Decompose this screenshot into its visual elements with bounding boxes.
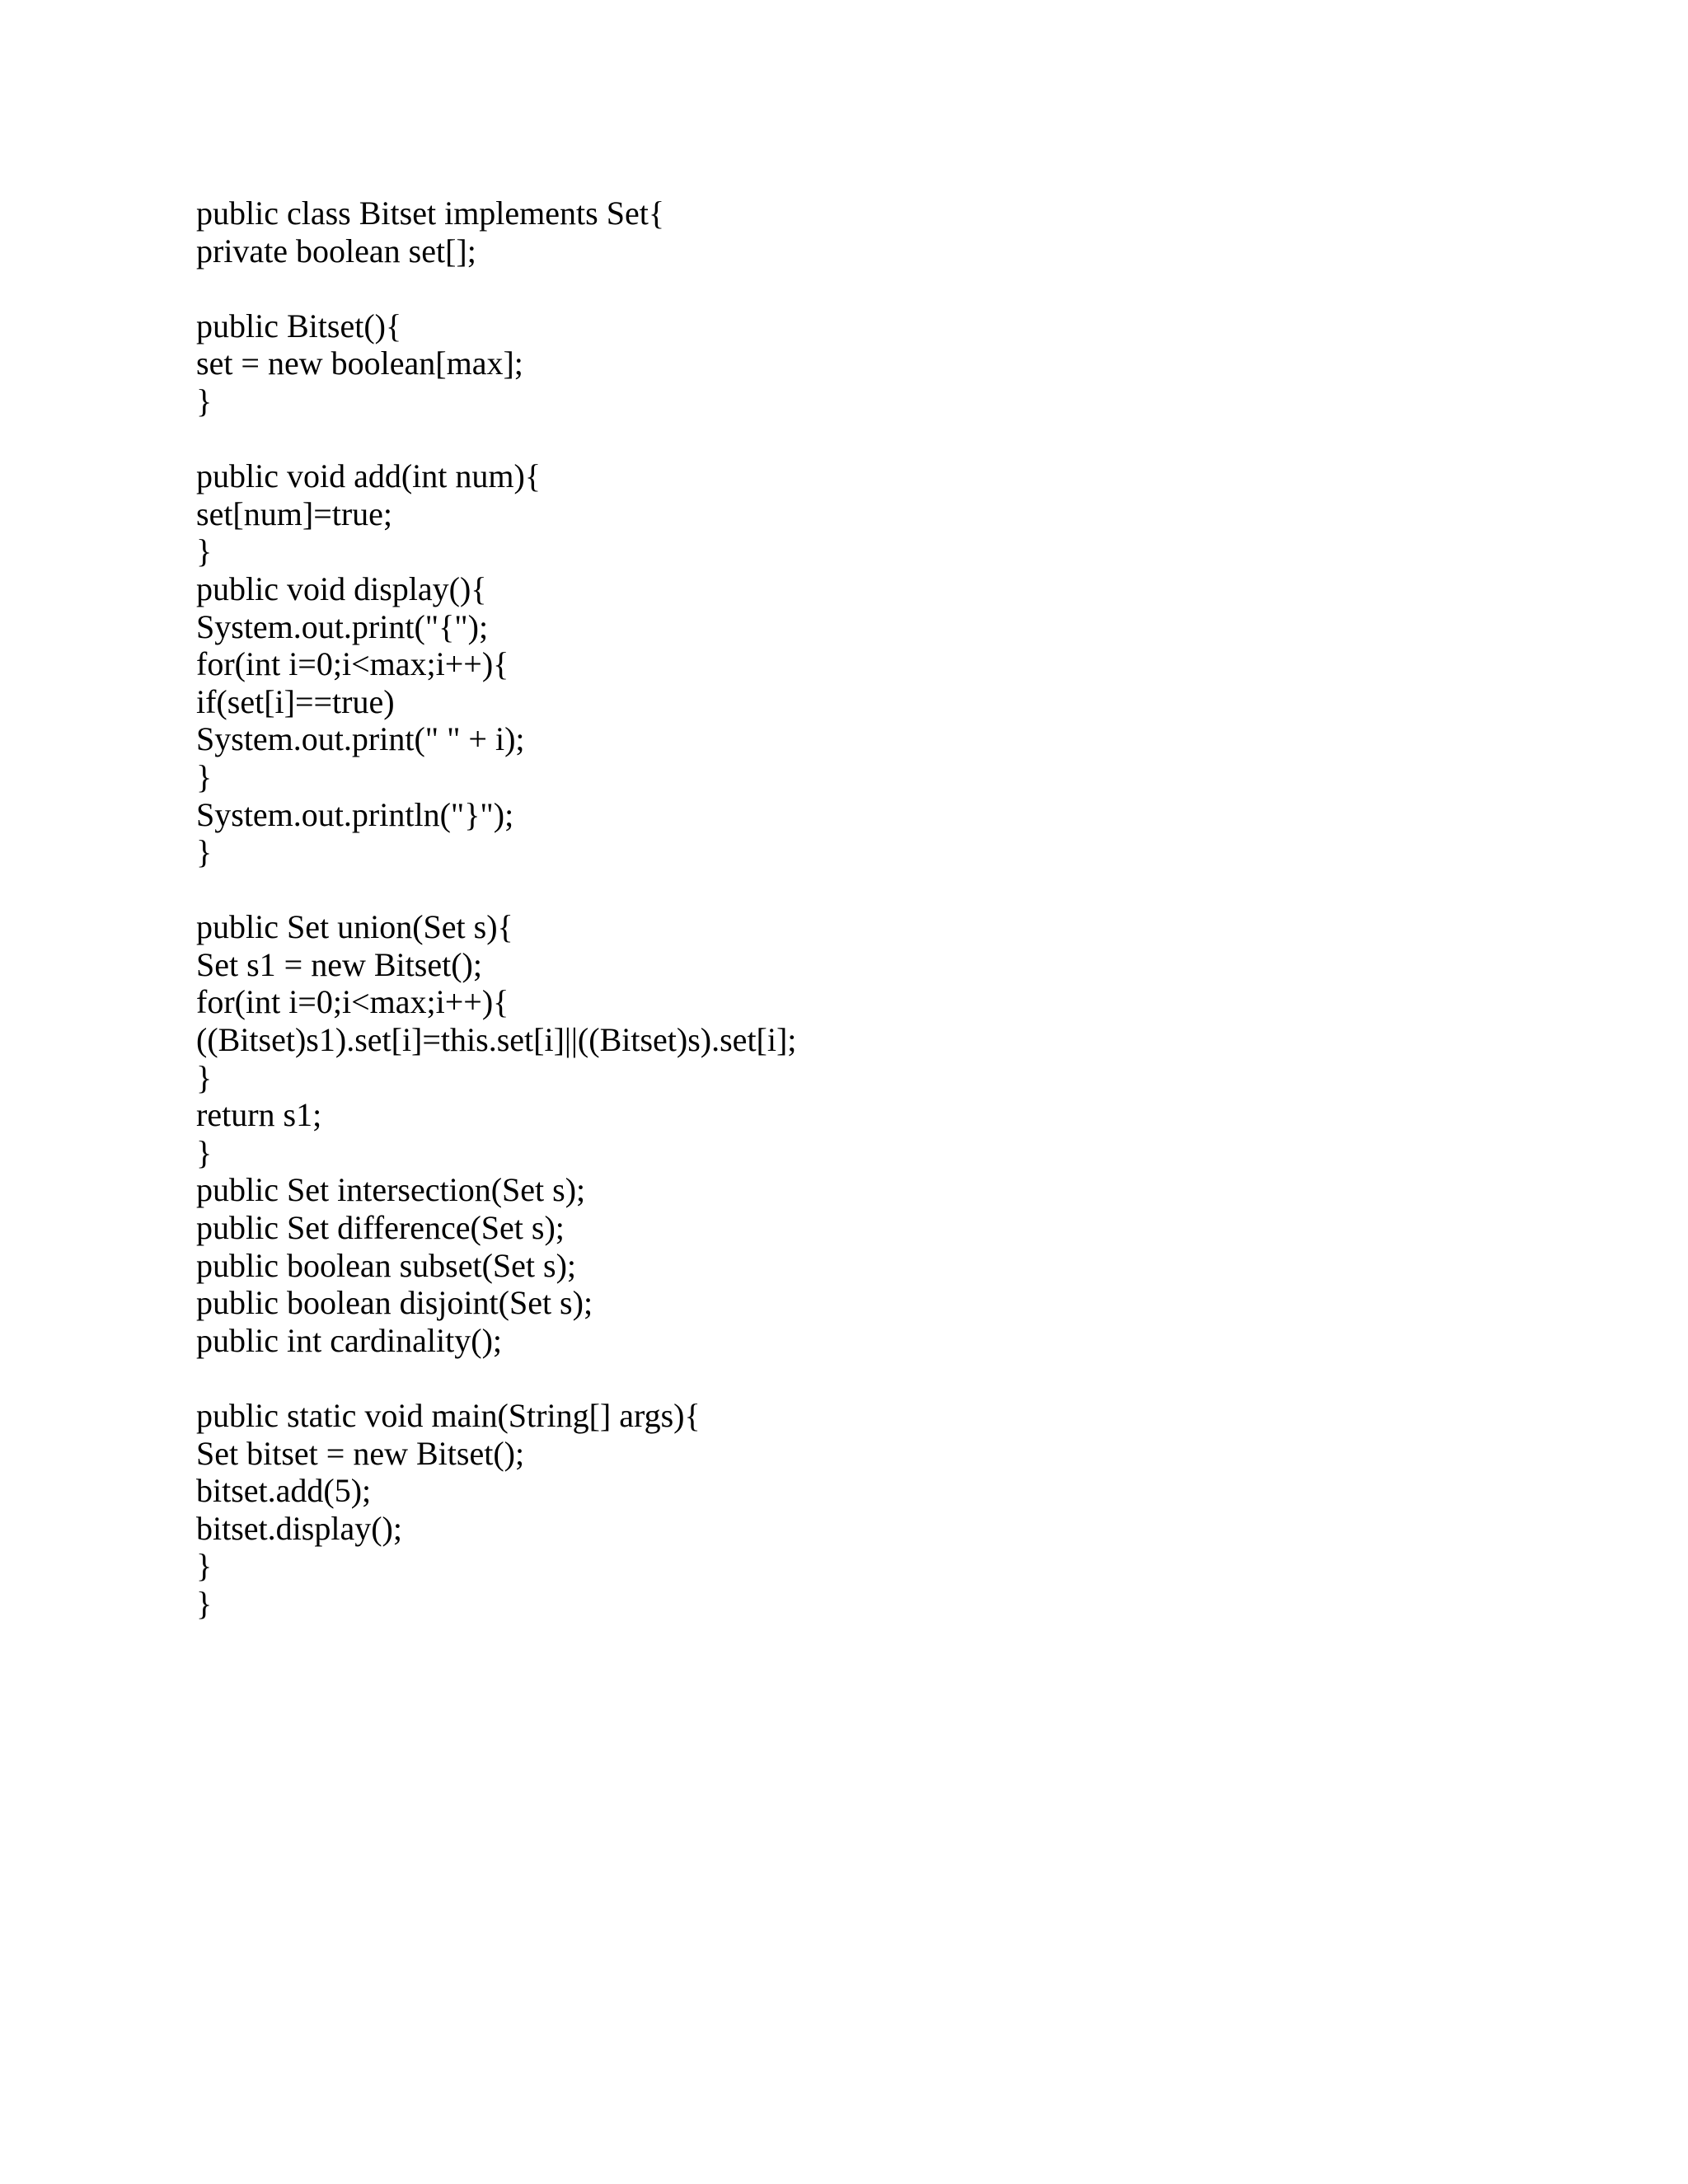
code-text-block [196,194,796,1623]
code-line: } [196,1584,213,1622]
code-line: System.out.println("}"); [196,795,514,833]
code-line: } [196,1133,213,1171]
code-line: public void add(int num){ [196,457,542,495]
code-line: public static void main(String[] args){ [196,1397,701,1434]
code-line [196,269,796,307]
code-line: return s1; [196,1096,322,1134]
code-line: Set s1 = new Bitset(); [196,945,482,983]
code-line: } [196,833,213,871]
code-line: for(int i=0;i<max;i++){ [196,645,509,683]
code-line: public void display(){ [196,569,487,607]
code-line: System.out.print("{"); [196,607,489,645]
code-line [196,420,796,458]
code-line: } [196,532,213,570]
code-line: } [196,1547,213,1585]
code-line: Set bitset = new Bitset(); [196,1434,525,1472]
code-line: } [196,382,213,419]
code-line: public Set intersection(Set s); [196,1171,586,1209]
code-line: System.out.print(" " + i); [196,720,525,758]
code-line: bitset.display(); [196,1509,402,1547]
code-line: set[num]=true; [196,494,393,532]
code-line: public Bitset(){ [196,307,402,344]
code-line: set = new boolean[max]; [196,344,523,382]
code-line [196,871,796,909]
code-line: public Set difference(Set s); [196,1209,565,1247]
code-line: public Set union(Set s){ [196,908,513,946]
code-line: if(set[i]==true) [196,682,395,720]
code-line: bitset.add(5); [196,1472,372,1510]
code-line: for(int i=0;i<max;i++){ [196,983,509,1021]
code-line: } [196,1058,213,1096]
code-line: public boolean disjoint(Set s); [196,1284,593,1322]
code-line: private boolean set[]; [196,232,476,269]
code-line: public boolean subset(Set s); [196,1246,577,1284]
code-line: public class Bitset implements Set{ [196,194,665,232]
code-line: ((Bitset)s1).set[i]=this.set[i]||((Bitset)s).set[i]; [196,1021,797,1059]
code-line [196,1359,796,1397]
code-line: } [196,757,213,795]
code-line: public int cardinality(); [196,1321,502,1359]
